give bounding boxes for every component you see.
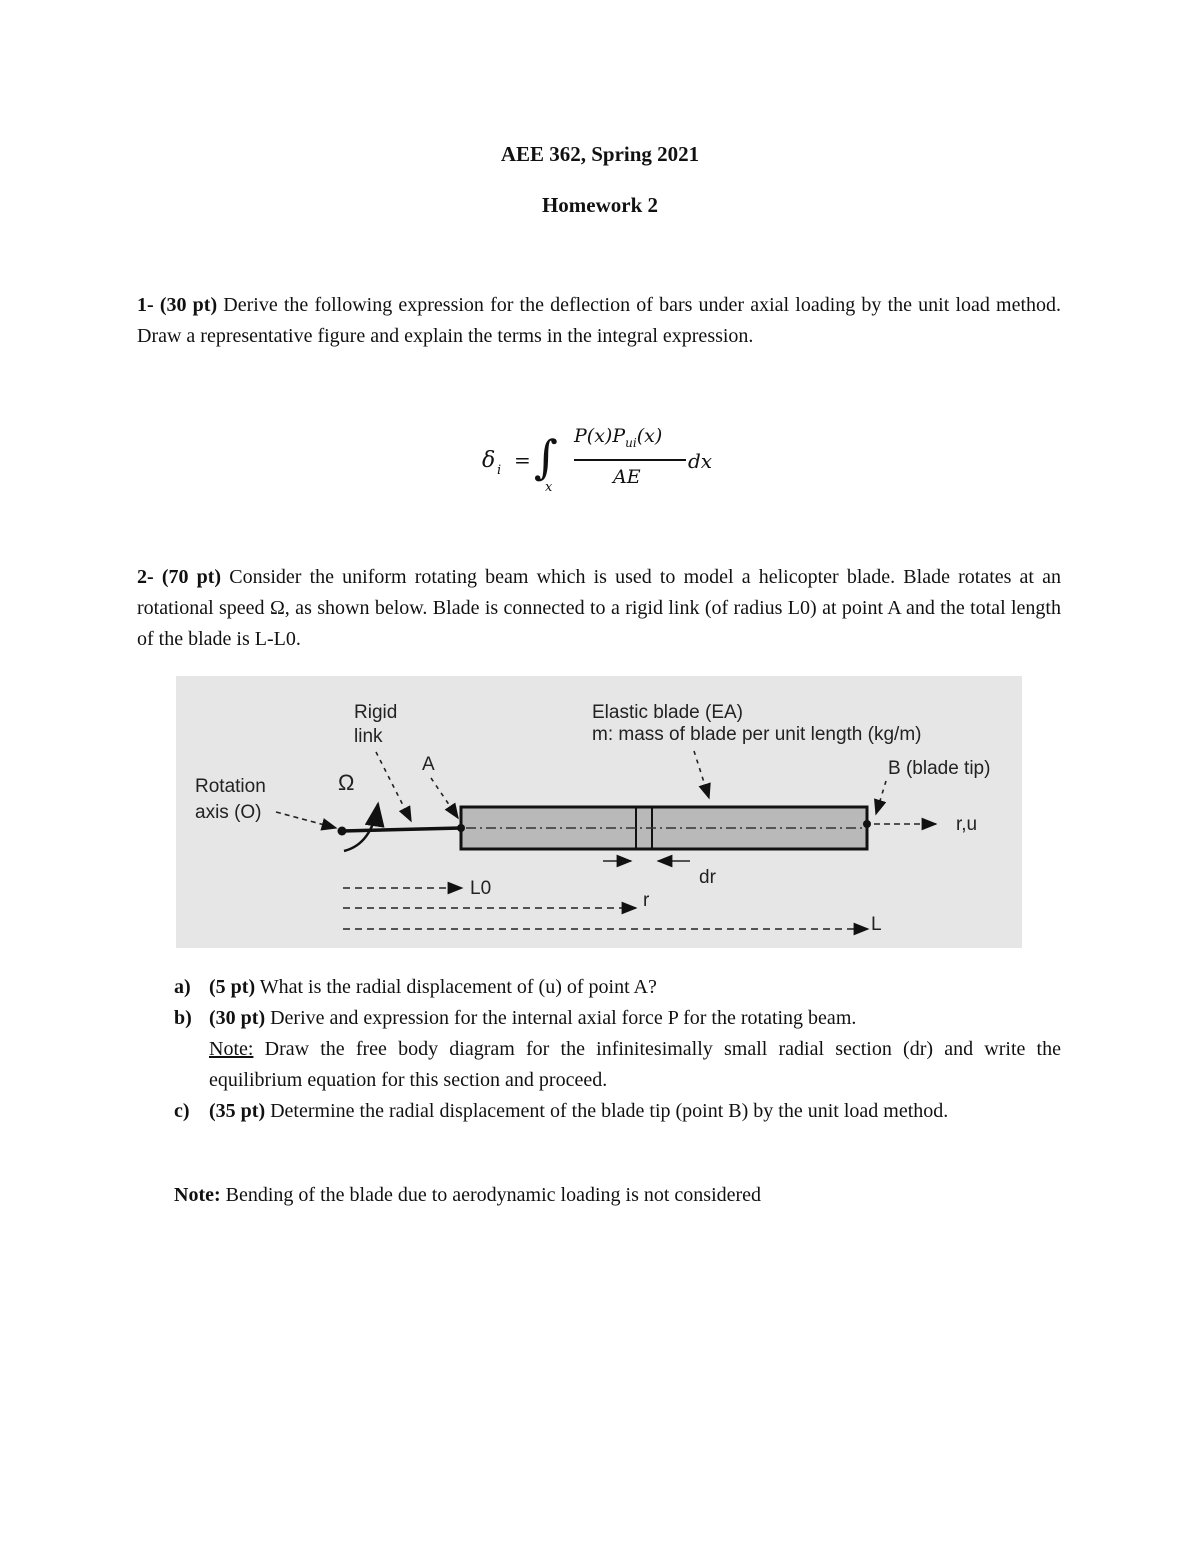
eq-dx: dx bbox=[688, 449, 713, 473]
final-note-label: Note: bbox=[174, 1184, 221, 1206]
l0-label: L0 bbox=[470, 878, 492, 899]
dr-label: dr bbox=[699, 867, 716, 888]
q1-points: (30 pt) bbox=[159, 294, 218, 316]
question-1 bbox=[137, 290, 1061, 352]
rigid-link-label-2: link bbox=[354, 726, 383, 747]
eq-denominator: AE bbox=[613, 466, 641, 488]
point-a bbox=[457, 824, 465, 832]
homework-title: Homework 2 bbox=[541, 193, 659, 217]
eq-num-p: P(x)P bbox=[574, 425, 626, 447]
eq-numerator bbox=[574, 425, 662, 450]
elastic-blade-label: Elastic blade (EA) bbox=[592, 702, 744, 723]
q1-number: 1- bbox=[137, 294, 154, 316]
part-a-marker: a) bbox=[174, 976, 191, 998]
eq-delta-sub: i bbox=[497, 463, 502, 478]
ru-label: r,u bbox=[956, 814, 978, 835]
q2-points: (70 pt) bbox=[161, 566, 222, 588]
eq-integral-sub: x bbox=[545, 480, 553, 495]
eq-num-end: (x) bbox=[636, 425, 663, 447]
part-c-text: Determine the radial displacement of the blade tip (point B) by the unit load method. bbox=[270, 1100, 949, 1122]
part-b-marker: b) bbox=[174, 1007, 192, 1029]
point-b bbox=[863, 820, 871, 828]
part-b-note-text: Draw the free body diagram for the infinitesimally small radial section (dr) and write the equilibrium equation for this section and proceed. bbox=[209, 1038, 1061, 1091]
blade-tip-pointer bbox=[876, 781, 886, 814]
q1-text: Derive the following expression for the deflection of bars under axial loading by the unit load method. Draw a representative figure and explain the terms in the integral expression. bbox=[137, 294, 1062, 347]
part-b-points: (30 pt) bbox=[209, 1007, 266, 1029]
pivot-point-o bbox=[338, 827, 347, 836]
mass-label: m: mass of blade per unit length (kg/m) bbox=[592, 724, 922, 745]
rotating-blade-figure bbox=[176, 676, 1022, 948]
rigid-link-label-1: Rigid bbox=[354, 702, 398, 723]
part-a bbox=[174, 972, 1061, 1003]
point-a-label: A bbox=[422, 754, 435, 775]
omega-label: Ω bbox=[338, 770, 355, 795]
rotation-arrow bbox=[344, 804, 378, 851]
eq-fraction-bar bbox=[574, 459, 686, 461]
eq-equals: = bbox=[514, 448, 531, 472]
question-2-parts bbox=[174, 972, 1061, 1127]
blade-tip-label: B (blade tip) bbox=[888, 758, 991, 779]
deflection-equation bbox=[470, 420, 730, 500]
question-2 bbox=[137, 562, 1061, 655]
eq-num-sub: ui bbox=[625, 435, 637, 450]
rigid-link-pointer bbox=[376, 752, 411, 821]
rotation-axis-label-2: axis (O) bbox=[195, 802, 262, 823]
part-b bbox=[174, 1003, 1061, 1096]
course-title: AEE 362, Spring 2021 bbox=[500, 142, 700, 166]
eq-delta: δ bbox=[482, 448, 496, 473]
final-note-text: Bending of the blade due to aerodynamic loading is not considered bbox=[225, 1184, 762, 1206]
point-a-pointer bbox=[431, 778, 458, 818]
final-note bbox=[174, 1180, 761, 1211]
rotation-axis-label-1: Rotation bbox=[195, 776, 266, 797]
r-label: r bbox=[643, 890, 650, 911]
q2-number: 2- bbox=[137, 566, 154, 588]
part-b-note-label: Note: bbox=[209, 1038, 254, 1060]
rotation-axis-pointer bbox=[276, 812, 336, 828]
q2-text: Consider the uniform rotating beam which is used to model a helicopter blade. Blade rotates at an rotational speed Ω, as shown below. Blade is connected to a rigid link (of radius L0) at point A and the total length of the blade is L-L0. bbox=[137, 566, 1062, 650]
rigid-link-bar bbox=[342, 828, 461, 831]
eq-integral: ∫ bbox=[534, 430, 558, 484]
part-a-points: (5 pt) bbox=[209, 976, 256, 998]
part-a-text: What is the radial displacement of (u) of point A? bbox=[259, 976, 657, 998]
part-c-marker: c) bbox=[174, 1100, 190, 1122]
part-c bbox=[174, 1096, 1061, 1127]
blade-diagram bbox=[176, 676, 1022, 948]
blade-pointer bbox=[694, 751, 709, 798]
part-c-points: (35 pt) bbox=[209, 1100, 266, 1122]
l-label: L bbox=[871, 914, 882, 935]
part-b-text: Derive and expression for the internal axial force P for the rotating beam. bbox=[270, 1007, 857, 1029]
